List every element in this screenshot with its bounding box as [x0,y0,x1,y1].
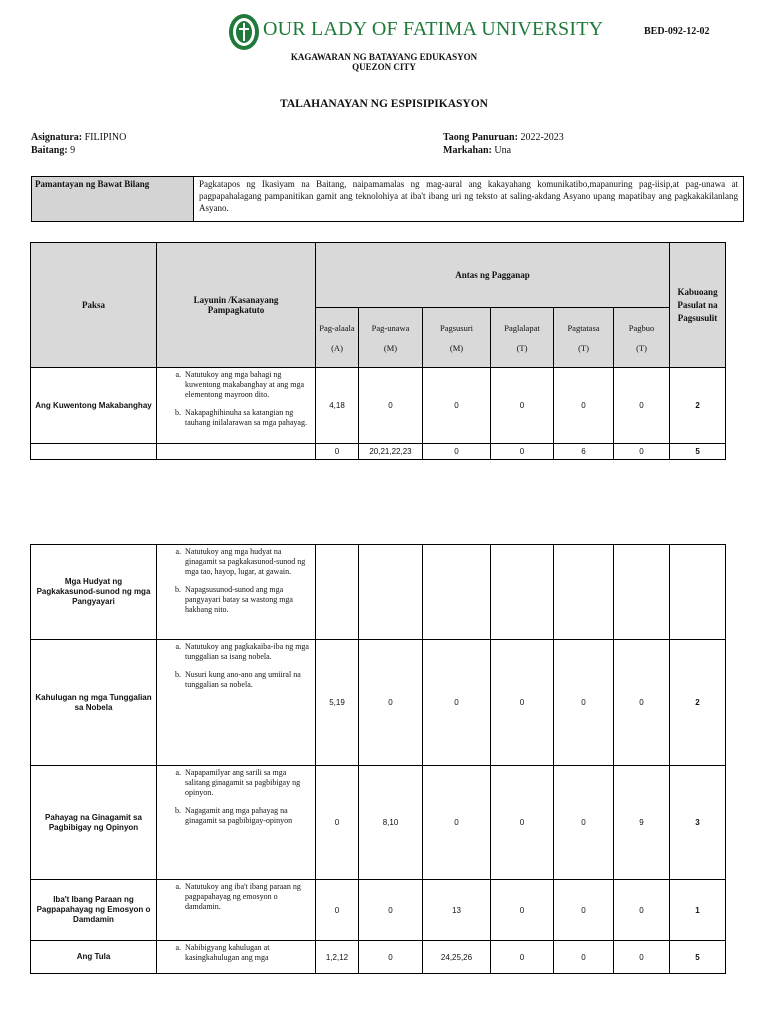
item-numbers-cell: 24,25,26 [423,941,491,974]
grade-label: Baitang: [31,145,68,156]
item-numbers-cell: 0 [359,941,423,974]
standard-text: Pagkatapos ng Ikasiyam na Baitang, naipamamalas ng mag-aaral ang kakayahang komunikatibo,mapanuring pag-iisip,at pag-unawa at pagpapahalagang pampanitikan gamit ang teknolohiya at iba't ibang uri ng teksto at saling-akdang Asyano upang mapatibay ang pagkakakilanlang Asyano. [199,179,738,213]
item-numbers-cell: 0 [316,880,359,941]
total-cell: 2 [670,368,726,444]
topic-cell: Mga Hudyat ng Pagkakasunod-sunod ng mga Pangyayari [31,545,157,640]
objectives-cell [157,766,316,880]
item-numbers-cell: 0 [423,766,491,880]
item-numbers-cell: 0 [316,444,359,460]
standard-box [31,176,744,222]
item-numbers-cell: 0 [423,640,491,766]
objective-item: b. Nakapaghihinuha sa katangian ng tauhang inilalarawan sa mga pahayag. [183,408,311,428]
header-total: Kabuoang Pasulat na Pagsusulit [670,243,726,368]
item-numbers-cell: 0 [491,368,554,444]
item-numbers-cell: 0 [491,880,554,941]
subject-label: Asignatura: [31,132,83,143]
university-seal-icon [228,13,260,51]
item-numbers-cell: 0 [491,941,554,974]
level-name: Paglalapat [504,322,540,333]
item-numbers-cell: 4,18 [316,368,359,444]
topic-cell: Iba't Ibang Paraan ng Pagpapahayag ng Emosyon o Damdamin [31,880,157,941]
table-row [31,941,726,974]
item-numbers-cell: 8,10 [359,766,423,880]
level-name: Pagtatasa [567,322,600,333]
topic-cell: Ang Kuwentong Makabanghay [31,368,157,444]
objective-item: a. Nabibigyang kahulugan at kasingkahulugan ang mga [183,943,311,963]
item-numbers-cell: 0 [554,368,614,444]
university-name: OUR LADY OF FATIMA UNIVERSITY [263,18,604,40]
year-line [443,131,564,157]
item-numbers-cell: 0 [554,941,614,974]
year-label: Taong Panuruan: [443,132,518,143]
item-numbers-cell: 1,2,12 [316,941,359,974]
item-numbers-cell: 0 [614,640,670,766]
objective-item: a. Natutukoy ang mga hudyat na ginagamit sa pagkakasunod-sunod ng mga tao, hayop, lugar, at gawain. [183,547,311,577]
topic-cell: Kahulugan ng mga Tunggalian sa Nobela [31,640,157,766]
level-header-2 [359,308,423,368]
level-header-5 [554,308,614,368]
objectives-cell [157,444,316,460]
topic-cell: Ang Tula [31,941,157,974]
item-numbers-cell [554,545,614,640]
total-cell: 1 [670,880,726,941]
level-code: (T) [578,342,589,353]
table-row [31,766,726,880]
item-numbers-cell: 9 [614,766,670,880]
item-numbers-cell: 0 [491,640,554,766]
objective-item: a. Natutukoy ang mga bahagi ng kuwentong makabanghay at ang mga elementong mayroon dito. [183,370,311,400]
item-numbers-cell: 0 [316,766,359,880]
objectives-cell [157,640,316,766]
level-code: (T) [636,342,647,353]
subject-value: FILIPINO [84,132,127,143]
specification-table-top [30,242,726,460]
item-numbers-cell: 0 [614,941,670,974]
table-row [31,880,726,941]
level-name: Pag-alaala [319,322,355,333]
item-numbers-cell: 0 [423,444,491,460]
item-numbers-cell [316,545,359,640]
item-numbers-cell: 0 [491,444,554,460]
department-name: KAGAWARAN NG BATAYANG EDUKASYON [290,52,478,62]
objective-item: b. Napagsusunod-sunod ang mga pangyayari batay sa wastong mga hakbang nito. [183,585,311,615]
objectives-cell [157,368,316,444]
level-code: (M) [383,342,398,353]
item-numbers-cell: 0 [554,880,614,941]
header-layunin: Layunin /Kasanayang Pampagkatuto [157,243,316,368]
level-header-6 [614,308,670,368]
item-numbers-cell: 0 [554,640,614,766]
item-numbers-cell: 20,21,22,23 [359,444,423,460]
level-header-3 [423,308,491,368]
table-row [31,368,726,444]
year-value: 2022-2023 [520,132,564,143]
city-name: QUEZON CITY [352,62,416,72]
item-numbers-cell: 0 [614,368,670,444]
quarter-value: Una [494,145,512,156]
subject-line [31,131,126,157]
standard-label: Pamantayan ng Bawat Bilang [32,177,194,221]
level-code: (T) [516,342,528,353]
table-row [31,640,726,766]
level-code: (A) [331,342,343,353]
topic-cell [31,444,157,460]
item-numbers-cell: 0 [614,880,670,941]
objective-item: a. Napapamilyar ang sarili sa mga salitang ginagamit sa pagbibigay ng opinyon. [183,768,311,798]
objective-item: b. Nagagamit ang mga pahayag na ginagamit sa pagbibigay-opinyon [183,806,311,826]
header-antas: Antas ng Pagganap [316,243,670,308]
grade-value: 9 [70,145,76,156]
item-numbers-cell: 0 [423,368,491,444]
document-code: BED-092-12-02 [644,26,710,37]
level-name: Pagbuo [628,322,655,333]
objectives-cell [157,545,316,640]
item-numbers-cell: 0 [614,444,670,460]
objectives-cell [157,880,316,941]
objective-item: a. Natutukoy ang iba't ibang paraan ng pagpapahayag ng emosyon o damdamin. [183,882,311,912]
item-numbers-cell: 0 [554,766,614,880]
item-numbers-cell [423,545,491,640]
level-code: (M) [449,342,464,353]
level-header-4 [491,308,554,368]
objective-item: b. Nusuri kung ano-ano ang umiiral na tunggalian sa nobela. [183,670,311,690]
item-numbers-cell [491,545,554,640]
item-numbers-cell: 0 [491,766,554,880]
level-name: Pag-unawa [371,322,410,333]
total-cell: 5 [670,444,726,460]
table-row [31,444,726,460]
item-numbers-cell: 0 [359,640,423,766]
objectives-cell [157,941,316,974]
item-numbers-cell: 0 [359,368,423,444]
level-header-1 [316,308,359,368]
item-numbers-cell: 0 [359,880,423,941]
table-row [31,545,726,640]
total-cell: 5 [670,941,726,974]
total-cell [670,545,726,640]
level-name: Pagsusuri [439,322,474,333]
specification-table-bottom [30,544,726,974]
item-numbers-cell [359,545,423,640]
total-cell: 2 [670,640,726,766]
topic-cell: Pahayag na Ginagamit sa Pagbibigay ng Opinyon [31,766,157,880]
item-numbers-cell [614,545,670,640]
header-paksa: Paksa [31,243,157,368]
quarter-label: Markahan: [443,145,492,156]
item-numbers-cell: 13 [423,880,491,941]
item-numbers-cell: 6 [554,444,614,460]
total-cell: 3 [670,766,726,880]
objective-item: a. Natutukoy ang pagkakaiba-iba ng mga tunggalian sa isang nobela. [183,642,311,662]
item-numbers-cell: 5,19 [316,640,359,766]
document-title: TALAHANAYAN NG ESPISIPIKASYON [280,98,488,110]
